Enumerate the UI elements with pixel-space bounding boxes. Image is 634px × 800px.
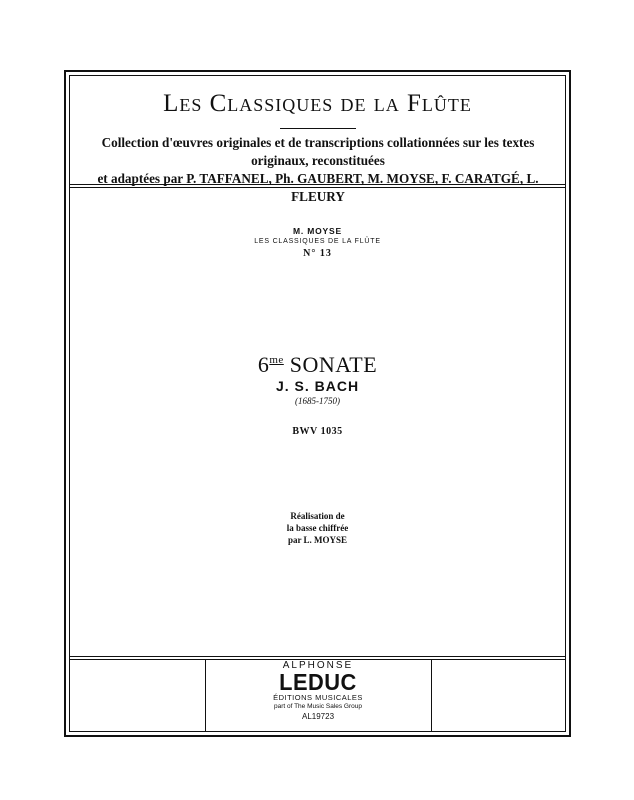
- publisher-group: part of The Music Sales Group: [273, 703, 363, 710]
- series-title: Les Classiques de la Flûte: [163, 90, 472, 117]
- catalog-number: BWV 1035: [292, 426, 343, 437]
- collection-line-1: Collection d'œuvres originales et de transcriptions collationnées sur les textes originaux, reconstituées: [101, 135, 535, 168]
- collection-line-2: et adaptées par P. TAFFANEL, Ph. GAUBERT, M. MOYSE, F. CARATGÉ, L. FLEURY: [97, 171, 539, 204]
- realisation-credit: [69, 510, 566, 546]
- footer-right-rule: [431, 659, 432, 732]
- title-underline: [280, 128, 356, 129]
- publisher-subtitle: ÉDITIONS MUSICALES: [273, 693, 363, 702]
- publisher-code: AL19723: [301, 712, 335, 721]
- composer-dates: (1685-1750): [295, 396, 340, 406]
- work-ordinal: 6: [257, 352, 270, 377]
- realisation-line-1: Réalisation de: [290, 511, 345, 521]
- publisher-first-name: ALPHONSE: [282, 660, 354, 671]
- work-title: [69, 352, 566, 378]
- work-title-text: SONATE: [289, 352, 378, 377]
- series-editor: M. MOYSE: [293, 226, 342, 236]
- series-number: N° 13: [303, 248, 332, 259]
- realisation-line-3: par L. MOYSE: [287, 535, 348, 545]
- composer-name: J. S. BACH: [275, 378, 360, 394]
- work-ordinal-suffix: me: [269, 354, 284, 366]
- series-name: LES CLASSIQUES DE LA FLÛTE: [254, 238, 381, 245]
- publisher-logo: LEDUC: [279, 669, 357, 695]
- footer-divider: [69, 656, 566, 657]
- collection-description: [80, 134, 556, 206]
- realisation-line-2: la basse chiffrée: [286, 523, 349, 533]
